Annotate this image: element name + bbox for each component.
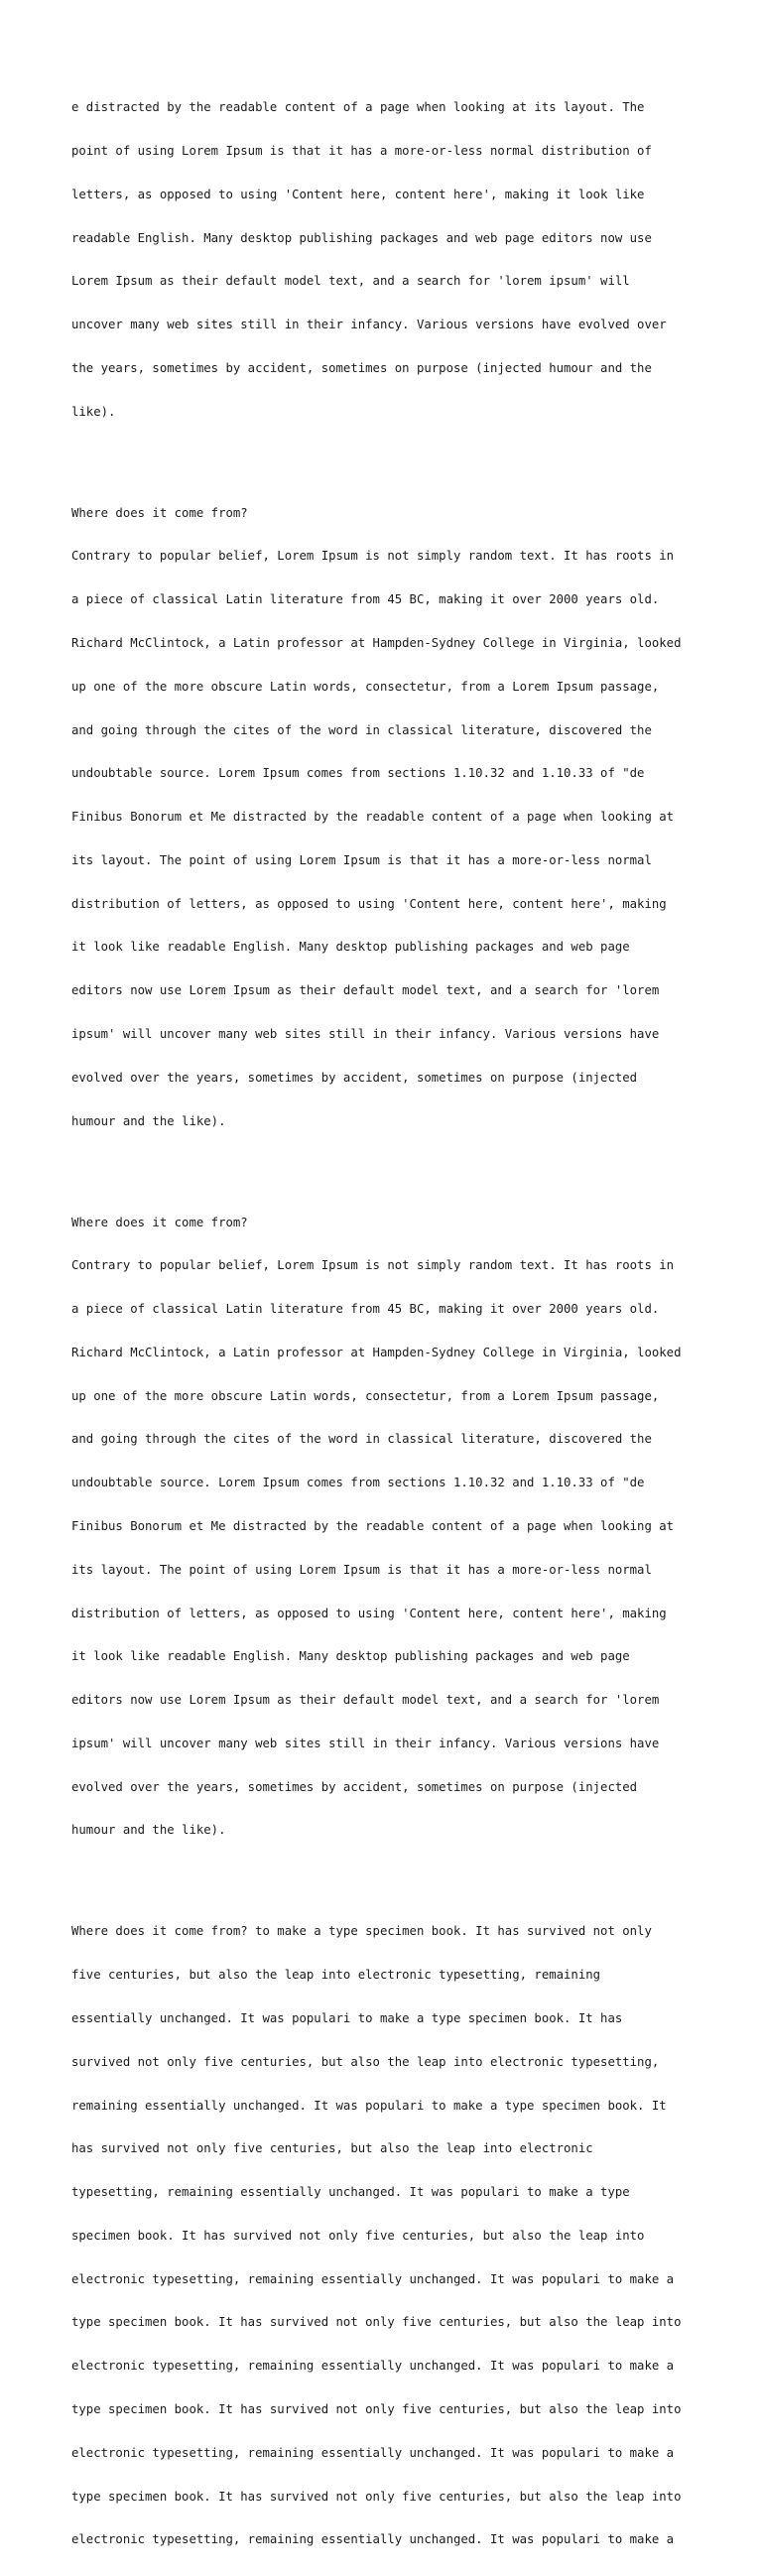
text-line: distribution of letters, as opposed to using 'Content here, content here', making bbox=[71, 896, 667, 911]
text-line: it look like readable English. Many desktop publishing packages and web page bbox=[71, 1649, 630, 1664]
document-page bbox=[71, 71, 706, 2576]
text-line: remaining essentially unchanged. It was populari to make a type specimen book. It bbox=[71, 2098, 667, 2113]
text-line: its layout. The point of using Lorem Ipsum is that it has a more-or-less normal bbox=[71, 1562, 652, 1577]
section-heading: Where does it come from? bbox=[71, 505, 248, 520]
text-line: electronic typesetting, remaining essentially unchanged. It was populari to make a bbox=[71, 2532, 675, 2547]
text-line: a piece of classical Latin literature from 45 BC, making it over 2000 years old. bbox=[71, 1302, 660, 1317]
text-line: ipsum' will uncover many web sites still in their infancy. Various versions have bbox=[71, 1736, 660, 1750]
text-line: Where does it come from? to make a type specimen book. It has survived not only bbox=[71, 1924, 652, 1939]
text-line: uncover many web sites still in their infancy. Various versions have evolved over bbox=[71, 318, 667, 332]
text-line: distribution of letters, as opposed to using 'Content here, content here', making bbox=[71, 1606, 667, 1620]
text-line: Lorem Ipsum as their default model text, and a search for 'lorem ipsum' will bbox=[71, 274, 630, 289]
text-line: e distracted by the readable content of a page when looking at its layout. The bbox=[71, 100, 645, 115]
text-line: and going through the cites of the word in classical literature, discovered the bbox=[71, 1432, 652, 1447]
text-line: Richard McClintock, a Latin professor at Hampden-Sydney College in Virginia, looked bbox=[71, 1345, 682, 1359]
text-line: readable English. Many desktop publishing packages and web page editors now use bbox=[71, 230, 652, 245]
text-line: Finibus Bonorum et Me distracted by the readable content of a page when looking at bbox=[71, 810, 675, 825]
text-line: evolved over the years, sometimes by accident, sometimes on purpose (injected bbox=[71, 1070, 638, 1085]
text-line: humour and the like). bbox=[71, 1113, 226, 1128]
text-line: the years, sometimes by accident, sometimes on purpose (injected humour and the bbox=[71, 360, 652, 375]
text-line: like). bbox=[71, 404, 116, 419]
text-line: undoubtable source. Lorem Ipsum comes from sections 1.10.32 and 1.10.33 of "de bbox=[71, 1476, 645, 1490]
text-line: specimen book. It has survived not only five centuries, but also the leap into bbox=[71, 2228, 645, 2243]
text-line: point of using Lorem Ipsum is that it has a more-or-less normal distribution of bbox=[71, 143, 652, 158]
text-line: evolved over the years, sometimes by accident, sometimes on purpose (injected bbox=[71, 1779, 638, 1794]
paragraph-4 bbox=[71, 1895, 706, 2576]
text-line: survived not only five centuries, but also the leap into electronic typesetting, bbox=[71, 2054, 660, 2069]
text-line: and going through the cites of the word in classical literature, discovered the bbox=[71, 722, 652, 737]
section-heading: Where does it come from? bbox=[71, 1215, 248, 1229]
text-line: type specimen book. It has survived not only five centuries, but also the leap into bbox=[71, 2489, 682, 2504]
text-line: five centuries, but also the leap into electronic typesetting, remaining bbox=[71, 1968, 601, 1983]
paragraph-1 bbox=[71, 71, 706, 448]
text-line: Richard McClintock, a Latin professor at Hampden-Sydney College in Virginia, looked bbox=[71, 635, 682, 650]
text-line: electronic typesetting, remaining essentially unchanged. It was populari to make a bbox=[71, 2271, 675, 2286]
text-line: essentially unchanged. It was populari to make a type specimen book. It has bbox=[71, 2011, 623, 2025]
text-line: Finibus Bonorum et Me distracted by the readable content of a page when looking at bbox=[71, 1519, 675, 1533]
paragraph-3 bbox=[71, 1186, 706, 1867]
text-line: has survived not only five centuries, but also the leap into electronic bbox=[71, 2141, 593, 2156]
text-line: undoubtable source. Lorem Ipsum comes from sections 1.10.32 and 1.10.33 of "de bbox=[71, 766, 645, 781]
text-line: letters, as opposed to using 'Content here, content here', making it look like bbox=[71, 187, 645, 201]
text-line: humour and the like). bbox=[71, 1823, 226, 1838]
text-line: a piece of classical Latin literature from 45 BC, making it over 2000 years old. bbox=[71, 592, 660, 607]
text-line: Contrary to popular belief, Lorem Ipsum is not simply random text. It has roots in bbox=[71, 1258, 675, 1273]
text-line: electronic typesetting, remaining essentially unchanged. It was populari to make a bbox=[71, 2445, 675, 2460]
text-line: up one of the more obscure Latin words, consectetur, from a Lorem Ipsum passage, bbox=[71, 1388, 660, 1403]
text-line: electronic typesetting, remaining essentially unchanged. It was populari to make a bbox=[71, 2359, 675, 2374]
text-line: type specimen book. It has survived not only five centuries, but also the leap into bbox=[71, 2315, 682, 2330]
paragraph-2 bbox=[71, 476, 706, 1157]
text-line: editors now use Lorem Ipsum as their default model text, and a search for 'lorem bbox=[71, 983, 660, 998]
text-line: typesetting, remaining essentially unchanged. It was populari to make a type bbox=[71, 2185, 630, 2200]
text-line: up one of the more obscure Latin words, consectetur, from a Lorem Ipsum passage, bbox=[71, 679, 660, 694]
text-line: it look like readable English. Many desktop publishing packages and web page bbox=[71, 940, 630, 955]
text-line: type specimen book. It has survived not only five centuries, but also the leap into bbox=[71, 2402, 682, 2417]
text-line: its layout. The point of using Lorem Ipsum is that it has a more-or-less normal bbox=[71, 852, 652, 867]
text-line: ipsum' will uncover many web sites still in their infancy. Various versions have bbox=[71, 1027, 660, 1041]
text-line: editors now use Lorem Ipsum as their default model text, and a search for 'lorem bbox=[71, 1693, 660, 1708]
text-line: Contrary to popular belief, Lorem Ipsum is not simply random text. It has roots in bbox=[71, 549, 675, 564]
